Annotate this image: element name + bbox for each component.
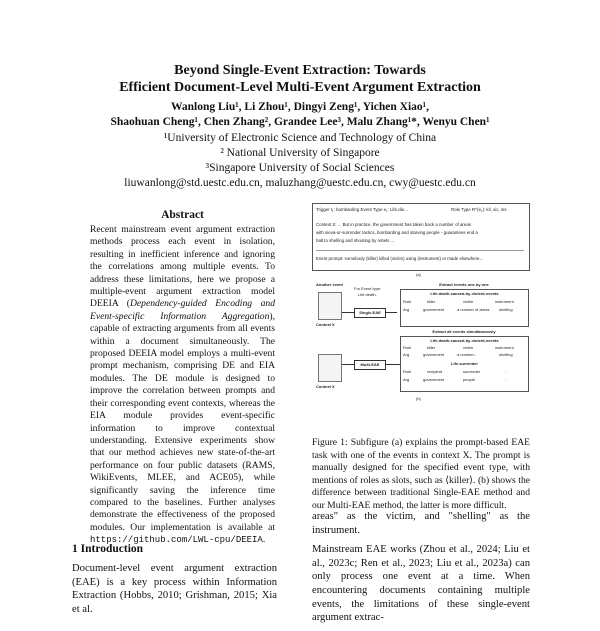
emails: liuwanlong@std.uestc.edu.cn, maluzhang@uestc.edu.cn, cwy@uestc.edu.cn [124, 177, 476, 189]
bottom-event-1: Life.death-caused-by-violent-events [430, 338, 499, 343]
top-header-role: Role [403, 299, 412, 304]
intro-body: Document-level event argument extraction (EAE) is a key process within Information Extraction (Hobbs, 2010; Grishman, 2015; Xia et al. [72, 563, 277, 615]
context-line-1: Context X: ... But in practice, the government has taken back a number of areas [316, 222, 471, 227]
label-b: (b) [416, 396, 421, 401]
paper-title [0, 62, 600, 96]
context-x-bottom: Context X [316, 384, 335, 389]
top-row-instrument: shelling [499, 307, 513, 312]
abstract-text-2: ), capable of extracting arguments from all events within a document simultaneously. The proposed DEEIA model employs a multi-event prompt mechanism, comprising DE and EIA modules. The DE module is designed to improve the correlation between prompts and their corresponding event contexts, whereas the EIA module provides event-specific information to improve contextual understanding. Extensive experiments show that our method achieves new state-of-the-art performance on four public datasets (RAMS, WikiEvents, MLEE, and ACE05), while significantly saving the inference time compared to the baselines. Further analyses demonstrate the effectiveness of the proposed modules. Our implementation is available at [90, 310, 275, 533]
life-death-label: Life.death. [358, 292, 377, 297]
affiliation-1: ¹University of Electronic Science and Technology of China [163, 132, 437, 144]
role-type-line: Role Type R^{e₁}: kil, vic, ins [451, 207, 507, 212]
figure-1 [312, 200, 530, 430]
b1-header-role: Role [403, 345, 412, 350]
event-prompt-line: Event prompt: somebody (killer) killed (victim) using (instrument) or made elsewhere... [316, 256, 484, 261]
top-heading: Extract events one by one [439, 282, 489, 287]
right-paragraph-2: Mainstream EAE works (Zhou et al., 2024; Liu et al., 2023c; Ren et al., 2023; Liu et al., 2023a) can only process one event at a time. When encountering documents containing multiple events, the limitations of these single-event argument extrac- [312, 544, 530, 624]
b2-header-surrender: surrender [463, 369, 481, 374]
for-event-label: For Event type: [354, 286, 382, 291]
deeia-expansion: Dependency-guided Encoding and Event-specific Information Aggregation [90, 298, 275, 322]
top-header-instrument: instrument [495, 299, 514, 304]
abstract-end: . [262, 534, 266, 546]
context-x-top: Context X [316, 322, 335, 327]
b1-row-victim: a number... [457, 352, 478, 357]
b2-row-dash: - [505, 377, 507, 382]
authors [0, 100, 600, 130]
github-link[interactable]: https://github.com/LWL-cpu/DEEIA [90, 535, 263, 546]
another-event-label: Another event [316, 282, 343, 287]
context-line-2: with sieva-or-surrender tactics, bombarding and starving people - guarantees end a [316, 230, 478, 235]
label-a: (a) [416, 272, 421, 277]
affiliations [0, 131, 600, 191]
bottom-event-2: Life.surrender [451, 361, 478, 366]
title-line-1: Beyond Single-Event Extraction: Towards [174, 63, 426, 78]
single-eae-box: Single-EAE [354, 308, 386, 318]
b2-row-recipient: government [423, 377, 445, 382]
b1-row-instrument: shelling [499, 352, 513, 357]
multi-eae-box: Multi-EAE [354, 360, 386, 370]
b1-row-killer: government [423, 352, 445, 357]
top-row-victim: a number of areas [457, 307, 490, 312]
abstract-heading: Abstract [161, 209, 204, 221]
right-paragraph-1: areas" as the victim, and "shelling" as the instrument. [312, 511, 530, 536]
b1-row-arg: Arg [403, 352, 410, 357]
divider [316, 250, 524, 251]
authors-line-1: Wanlong Liu¹, Li Zhou¹, Dingyi Zeng¹, Yichen Xiao¹, [170, 101, 429, 113]
top-event: Life.death-caused-by-violent-events [430, 291, 499, 296]
title-line-2: Efficient Document-Level Multi-Event Argument Extraction [119, 80, 481, 95]
b2-row-surrender: people [463, 377, 476, 382]
abstract-body [90, 224, 275, 547]
b1-header-killer: killer [427, 345, 436, 350]
right-column-text [312, 510, 530, 631]
top-header-killer: killer [427, 299, 436, 304]
abstract-text-1: Recent mainstream event argument extraction methods process each event in isolation, resulting in inefficient inference and ignoring the correlations among multiple events. To address these limitations, here we propose a multiple-event argument extraction model DEEIA ( [90, 224, 275, 310]
document-icon-top [318, 292, 342, 320]
arrow-top-out [385, 312, 397, 313]
top-table [400, 289, 529, 327]
b1-header-victim: victim [463, 345, 474, 350]
b1-header-instrument: instrument [495, 345, 514, 350]
trigger-line: Trigger t₁: bombarding Event Type e₁: Life.die... [316, 207, 408, 212]
intro-heading: 1 Introduction [72, 543, 144, 555]
authors-line-2: Shaohuan Cheng¹, Chen Zhang², Grandee Lee³, Malu Zhang¹*, Wenyu Chen¹ [110, 116, 490, 128]
figure-caption: Figure 1: Subfigure (a) explains the prompt-based EAE task with one of the events in context X. The prompt is manually designed for the specified event type, with mentions of roles as slots, such as ⟨killer⟩. (b) shows the difference between traditional Single-EAE method and our Multi-EAE method, the latter is more difficult. [312, 437, 530, 511]
b2-header-recipient: recipient [427, 369, 443, 374]
affiliation-3: ³Singapore University of Social Sciences [205, 162, 395, 174]
top-header-victim: victim [463, 299, 474, 304]
top-row-arg: Arg [403, 307, 410, 312]
arrow-bottom-in [342, 364, 354, 365]
bottom-table [400, 336, 529, 392]
affiliation-2: ² National University of Singapore [220, 147, 380, 159]
b2-header-dash: - [505, 369, 507, 374]
context-line-3: halt to shelling and shooting by rebels ... [316, 238, 395, 243]
bottom-heading: Extract all events simultaneously [432, 329, 496, 334]
arrow-bottom-out [385, 364, 400, 365]
arrow-top-in [342, 312, 354, 313]
b2-header-role: Role [403, 369, 412, 374]
b2-row-arg: Arg [403, 377, 410, 382]
top-row-killer: government [423, 307, 445, 312]
subfigure-a-box [312, 203, 530, 271]
document-icon-bottom [318, 354, 342, 382]
